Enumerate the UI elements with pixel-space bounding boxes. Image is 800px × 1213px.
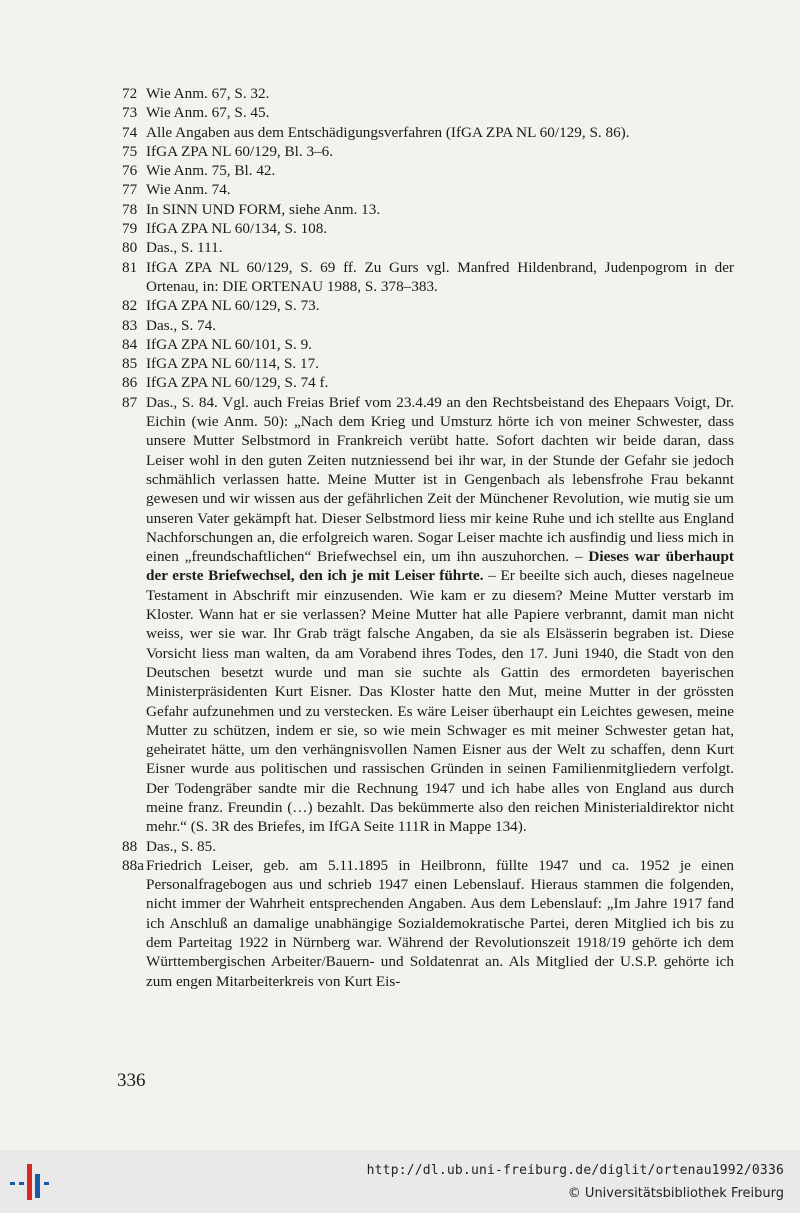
footnote [122, 161, 734, 180]
footnote [122, 837, 734, 856]
footnote [122, 142, 734, 161]
footnote-text: IfGA ZPA NL 60/129, Bl. 3–6. [146, 142, 334, 160]
copyright-notice: © Universitätsbibliothek Freiburg [567, 1186, 784, 1201]
footnote-text-part: Das., S. 84. Vgl. auch Freias Brief vom 23.4.49 an den Rechtsbeistand des Ehepaars Voigt, Dr. Eichin (wie Anm. 50): „Nach dem Krieg und Umsturz hörte ich von meiner Schwester, dass unsere Mutter Selbstmord in Frankreich verübt hatte. Sofort dachten wir beide daran, dass Leiser wohl in den guten Zeiten nutzniessend bei ihr war, in der Stunde der Gefahr sie jedoch schmählich verlassen hatte. Meine Mutter ist in Gengenbach als lebensfrohe Frau bekannt gewesen und wir wissen aus der gefährlichen Zeit der Münchener Revolution, wie mutig sie um unseren Vater gekämpft hat. Dieser Selbstmord liess mir keine Ruhe und ich stellte aus England Nachforschungen an, die erfolgreich waren. Sogar Leiser machte ich ausfindig und liess mich in einen „freundschaftlichen“ Briefwechsel ein, um ihn auszuhorchen. – [146, 393, 734, 566]
footnote-text: Alle Angaben aus dem Entschädigungsverfahren (IfGA ZPA NL 60/129, S. 86). [146, 123, 630, 141]
footnote [122, 180, 734, 199]
footnote-text: Wie Anm. 67, S. 45. [146, 104, 270, 122]
footnote-number: 73 [122, 104, 138, 122]
footnote-number: 76 [122, 162, 138, 180]
footnote-number: 86 [122, 374, 138, 392]
footnote-number: 88 [122, 837, 138, 855]
footnote-text: IfGA ZPA NL 60/129, S. 73. [146, 297, 320, 315]
footnote-text: Wie Anm. 75, Bl. 42. [146, 162, 276, 180]
footnote-number: 88a [122, 856, 144, 874]
footnote-text-part: – Er beeilte sich auch, dieses nagelneue Testament in Abschrift mir einzusenden. Wie kam er zu diesem? Meine Mutter verstarb im Kloster. Wann hat er sie verlassen? Meine Mutter hat alle Papiere verbrannt, damit man nicht weiss, wer sie war. Ihr Grab trägt falsche Angaben, da sie als Elsässerin begraben ist. Diese Vorsicht liess man walten, da am Vorabend ihres Todes, den 17. Juni 1940, die Stadt von den Deutschen besetzt wurde und man sie suchte als Gattin des ermordeten bayerischen Ministerpräsidenten Kurt Eisner. Das Kloster hatte den Mut, meine Mutter in der grössten Gefahr aufzunehmen und zu verstecken. Es wäre Leiser überhaupt ein Leichtes gewesen, meine Mutter zu schützen, indem er sie, so wie mein Schwager es mit meiner Schwester getan hat, geheiratet hätte, um den verhängnisvollen Namen Eisner aus der Welt zu schaffen, denn Kurt Eisner wurde aus politischen und rassischen Gründen in seinen Familienmitgliedern verfolgt. Der Todengräber sandte mir die Rechnung 1947 und ich habe alles von England aus durch meine franz. Freundin (…) bezahlt. Das bekümmerte also den reichen Ministerialdirektor nicht mehr.“ (S. 3R des Briefes, im IfGA Seite 111R in Mappe 134). [146, 567, 734, 836]
footnote-number: 74 [122, 123, 138, 141]
footnote-number: 81 [122, 258, 138, 276]
footnote-87 [122, 393, 734, 837]
footnote-number: 83 [122, 316, 138, 334]
footnote-number: 77 [122, 181, 138, 199]
footnote-text: IfGA ZPA NL 60/129, S. 69 ff. Zu Gurs vgl. Manfred Hildenbrand, Judenpogrom in der Ortenau, in: DIE ORTENAU 1988, S. 378–383. [146, 258, 734, 295]
footnote [122, 123, 734, 142]
footnotes [122, 84, 734, 991]
ub-freiburg-logo-icon [8, 1162, 52, 1202]
footnote [122, 296, 734, 315]
footnote-text [146, 393, 734, 837]
footnote [122, 219, 734, 238]
footnote [122, 316, 734, 335]
footnote-number: 80 [122, 239, 138, 257]
page-number: 336 [117, 1070, 146, 1091]
footnote-number: 87 [122, 393, 138, 411]
footnote-number: 72 [122, 85, 138, 102]
library-footer-bar [0, 1150, 800, 1213]
footnote [122, 373, 734, 392]
footnote-text: Wie Anm. 67, S. 32. [146, 85, 270, 102]
footnote-text: Das., S. 74. [146, 316, 217, 334]
footnote-number: 79 [122, 220, 138, 238]
footnote-number: 85 [122, 355, 138, 373]
footnote [122, 238, 734, 257]
footnote-number: 78 [122, 200, 138, 218]
footnote-number: 82 [122, 297, 138, 315]
footnote-text: Das., S. 85. [146, 837, 217, 855]
footnote [122, 258, 734, 297]
footnote-text: IfGA ZPA NL 60/134, S. 108. [146, 220, 328, 238]
footnote [122, 84, 734, 103]
footnote-number: 75 [122, 142, 138, 160]
footnote [122, 354, 734, 373]
footnote [122, 103, 734, 122]
footnote-text: In SINN UND FORM, siehe Anm. 13. [146, 200, 381, 218]
source-url-link[interactable]: http://dl.ub.uni-freiburg.de/diglit/ortenau1992/0336 [366, 1163, 784, 1178]
footnote-text: IfGA ZPA NL 60/129, S. 74 f. [146, 374, 329, 392]
footnote-88a [122, 856, 734, 991]
footnote-text: IfGA ZPA NL 60/114, S. 17. [146, 355, 319, 373]
footnote-text: Wie Anm. 74. [146, 181, 231, 199]
footnote-number: 84 [122, 335, 138, 353]
footnote-text: Friedrich Leiser, geb. am 5.11.1895 in Heilbronn, füllte 1947 und ca. 1952 je einen Personalfragebogen aus und schrieb 1947 einen Lebenslauf. Hieraus stammen die folgenden, nicht immer der Wahrheit entsprechenden Angaben. Aus dem Lebenslauf: „Im Jahre 1917 fand ich Anschluß an damalige unabhängige Sozialdemokratische Partei, deren Mitglied ich bis zu dem Parteitag 1922 in Nürnberg war. Während der Revolutionszeit 1918/19 gehörte ich dem Württembergischen Arbeiter/Bauern- und Soldatenrat an. Als Mitglied der U.S.P. gehörte ich zum engen Mitarbeiterkreis von Kurt Eis- [146, 856, 734, 990]
footnote [122, 335, 734, 354]
footnote-text: Das., S. 111. [146, 239, 223, 257]
footnote [122, 200, 734, 219]
footnote-bold-emphasis: Dieses war überhaupt der erste Briefwechsel, den ich je mit Leiser führte. [146, 548, 734, 585]
footnote-text: IfGA ZPA NL 60/101, S. 9. [146, 335, 312, 353]
